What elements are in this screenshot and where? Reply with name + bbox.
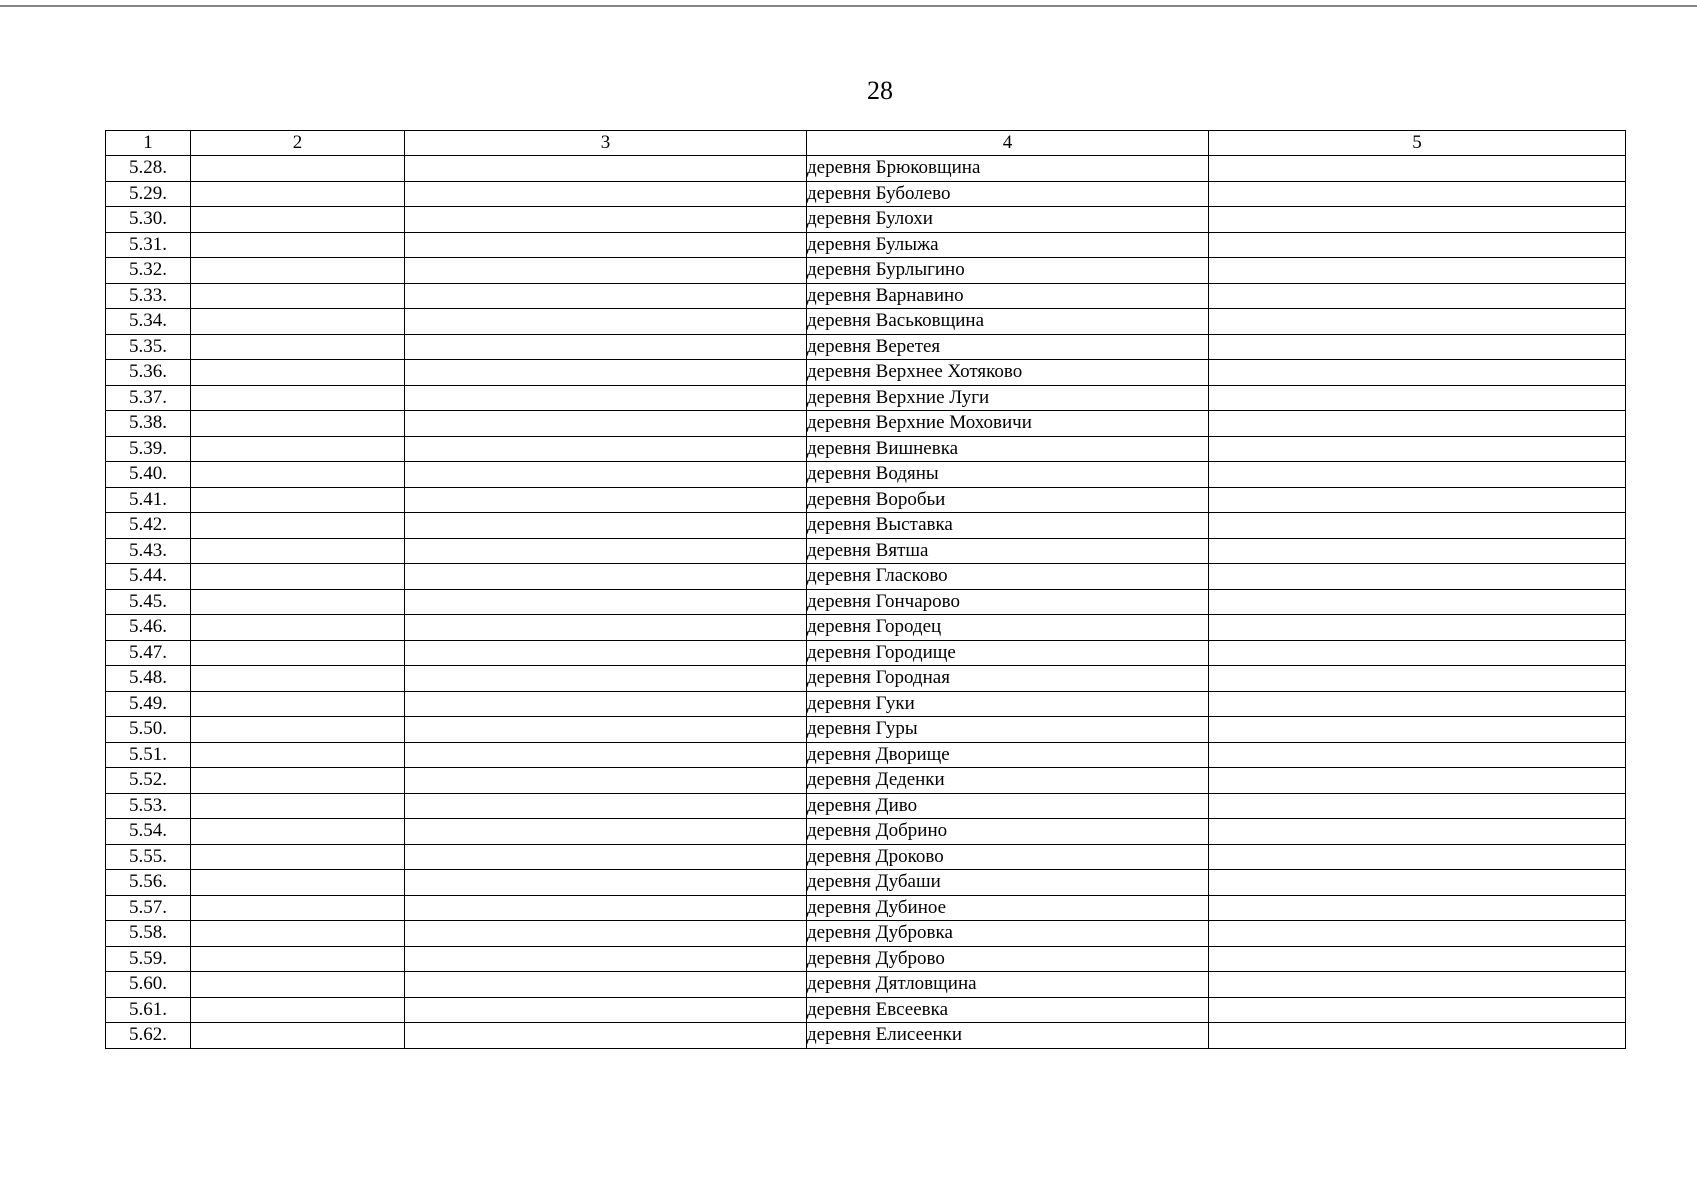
cell-column-3 — [405, 258, 807, 284]
row-number: 5.31. — [106, 232, 191, 258]
cell-column-5 — [1209, 666, 1626, 692]
settlement-name: деревня Дуброво — [807, 946, 1209, 972]
cell-column-5 — [1209, 207, 1626, 233]
settlement-name: деревня Гуры — [807, 717, 1209, 743]
cell-column-3 — [405, 513, 807, 539]
cell-column-2 — [191, 283, 405, 309]
table-row — [106, 360, 1626, 386]
table-row — [106, 538, 1626, 564]
settlement-name: деревня Воробьи — [807, 487, 1209, 513]
cell-column-2 — [191, 844, 405, 870]
cell-column-5 — [1209, 640, 1626, 666]
cell-column-2 — [191, 946, 405, 972]
cell-column-3 — [405, 334, 807, 360]
row-number: 5.56. — [106, 870, 191, 896]
cell-column-2 — [191, 232, 405, 258]
settlement-name: деревня Брюковщина — [807, 156, 1209, 182]
table-row — [106, 283, 1626, 309]
cell-column-5 — [1209, 870, 1626, 896]
settlement-name: деревня Варнавино — [807, 283, 1209, 309]
table-row — [106, 640, 1626, 666]
settlement-name: деревня Верхние Моховичи — [807, 411, 1209, 437]
settlement-name: деревня Верхние Луги — [807, 385, 1209, 411]
cell-column-3 — [405, 207, 807, 233]
cell-column-3 — [405, 615, 807, 641]
cell-column-2 — [191, 538, 405, 564]
settlement-name: деревня Городная — [807, 666, 1209, 692]
cell-column-3 — [405, 1023, 807, 1049]
column-header-4: 4 — [807, 131, 1209, 156]
row-number: 5.55. — [106, 844, 191, 870]
cell-column-5 — [1209, 334, 1626, 360]
settlement-name: деревня Евсеевка — [807, 997, 1209, 1023]
cell-column-2 — [191, 334, 405, 360]
table-row — [106, 615, 1626, 641]
row-number: 5.30. — [106, 207, 191, 233]
settlement-name: деревня Диво — [807, 793, 1209, 819]
settlement-name: деревня Елисеенки — [807, 1023, 1209, 1049]
row-number: 5.59. — [106, 946, 191, 972]
table-row — [106, 793, 1626, 819]
table-row — [106, 258, 1626, 284]
table-row — [106, 844, 1626, 870]
row-number: 5.61. — [106, 997, 191, 1023]
cell-column-2 — [191, 207, 405, 233]
row-number: 5.39. — [106, 436, 191, 462]
cell-column-5 — [1209, 181, 1626, 207]
cell-column-3 — [405, 844, 807, 870]
cell-column-3 — [405, 385, 807, 411]
settlement-name: деревня Деденки — [807, 768, 1209, 794]
cell-column-5 — [1209, 538, 1626, 564]
cell-column-3 — [405, 360, 807, 386]
cell-column-3 — [405, 640, 807, 666]
row-number: 5.37. — [106, 385, 191, 411]
table-row — [106, 309, 1626, 335]
table-row — [106, 819, 1626, 845]
cell-column-3 — [405, 793, 807, 819]
cell-column-5 — [1209, 997, 1626, 1023]
settlement-name: деревня Городец — [807, 615, 1209, 641]
table-row — [106, 1023, 1626, 1049]
cell-column-2 — [191, 513, 405, 539]
cell-column-2 — [191, 411, 405, 437]
row-number: 5.33. — [106, 283, 191, 309]
cell-column-2 — [191, 972, 405, 998]
settlement-name: деревня Вишневка — [807, 436, 1209, 462]
settlement-name: деревня Дубаши — [807, 870, 1209, 896]
row-number: 5.36. — [106, 360, 191, 386]
cell-column-2 — [191, 742, 405, 768]
table-row — [106, 921, 1626, 947]
column-header-3: 3 — [405, 131, 807, 156]
cell-column-2 — [191, 768, 405, 794]
settlement-name: деревня Вятша — [807, 538, 1209, 564]
row-number: 5.35. — [106, 334, 191, 360]
row-number: 5.53. — [106, 793, 191, 819]
cell-column-5 — [1209, 411, 1626, 437]
cell-column-3 — [405, 666, 807, 692]
row-number: 5.40. — [106, 462, 191, 488]
cell-column-3 — [405, 717, 807, 743]
settlement-name: деревня Бурлыгино — [807, 258, 1209, 284]
cell-column-5 — [1209, 691, 1626, 717]
table-row — [106, 181, 1626, 207]
settlement-name: деревня Дроково — [807, 844, 1209, 870]
row-number: 5.52. — [106, 768, 191, 794]
settlement-name: деревня Васьковщина — [807, 309, 1209, 335]
cell-column-5 — [1209, 385, 1626, 411]
row-number: 5.29. — [106, 181, 191, 207]
row-number: 5.45. — [106, 589, 191, 615]
table-body — [106, 156, 1626, 1049]
row-number: 5.57. — [106, 895, 191, 921]
cell-column-5 — [1209, 895, 1626, 921]
row-number: 5.48. — [106, 666, 191, 692]
row-number: 5.43. — [106, 538, 191, 564]
column-header-2: 2 — [191, 131, 405, 156]
settlement-name: деревня Буболево — [807, 181, 1209, 207]
cell-column-5 — [1209, 768, 1626, 794]
cell-column-2 — [191, 564, 405, 590]
cell-column-5 — [1209, 462, 1626, 488]
cell-column-5 — [1209, 156, 1626, 182]
cell-column-5 — [1209, 258, 1626, 284]
cell-column-5 — [1209, 742, 1626, 768]
settlement-name: деревня Веретея — [807, 334, 1209, 360]
settlements-table — [105, 130, 1626, 1049]
settlement-name: деревня Булыжа — [807, 232, 1209, 258]
cell-column-5 — [1209, 283, 1626, 309]
table-row — [106, 691, 1626, 717]
settlement-name: деревня Булохи — [807, 207, 1209, 233]
row-number: 5.28. — [106, 156, 191, 182]
row-number: 5.50. — [106, 717, 191, 743]
cell-column-2 — [191, 666, 405, 692]
cell-column-3 — [405, 564, 807, 590]
row-number: 5.46. — [106, 615, 191, 641]
cell-column-3 — [405, 156, 807, 182]
cell-column-5 — [1209, 564, 1626, 590]
row-number: 5.62. — [106, 1023, 191, 1049]
table-row — [106, 564, 1626, 590]
cell-column-2 — [191, 181, 405, 207]
row-number: 5.49. — [106, 691, 191, 717]
table-row — [106, 972, 1626, 998]
settlement-name: деревня Дубиное — [807, 895, 1209, 921]
cell-column-2 — [191, 385, 405, 411]
page-number: 28 — [867, 76, 893, 105]
cell-column-5 — [1209, 589, 1626, 615]
cell-column-2 — [191, 895, 405, 921]
table-row — [106, 589, 1626, 615]
settlement-name: деревня Дятловщина — [807, 972, 1209, 998]
cell-column-3 — [405, 462, 807, 488]
settlement-name: деревня Гончарово — [807, 589, 1209, 615]
row-number: 5.60. — [106, 972, 191, 998]
row-number: 5.34. — [106, 309, 191, 335]
scan-border-line — [0, 5, 1697, 7]
row-number: 5.42. — [106, 513, 191, 539]
cell-column-3 — [405, 487, 807, 513]
cell-column-2 — [191, 640, 405, 666]
cell-column-3 — [405, 411, 807, 437]
cell-column-5 — [1209, 360, 1626, 386]
row-number: 5.54. — [106, 819, 191, 845]
cell-column-3 — [405, 436, 807, 462]
cell-column-5 — [1209, 487, 1626, 513]
table-row — [106, 742, 1626, 768]
table-row — [106, 156, 1626, 182]
cell-column-2 — [191, 360, 405, 386]
cell-column-2 — [191, 819, 405, 845]
settlement-name: деревня Дубровка — [807, 921, 1209, 947]
row-number: 5.51. — [106, 742, 191, 768]
cell-column-3 — [405, 309, 807, 335]
cell-column-2 — [191, 487, 405, 513]
settlement-name: деревня Добрино — [807, 819, 1209, 845]
table-row — [106, 895, 1626, 921]
settlement-name: деревня Городище — [807, 640, 1209, 666]
table-row — [106, 462, 1626, 488]
settlement-name: деревня Водяны — [807, 462, 1209, 488]
table-row — [106, 997, 1626, 1023]
cell-column-5 — [1209, 921, 1626, 947]
table-row — [106, 207, 1626, 233]
column-header-1: 1 — [106, 131, 191, 156]
cell-column-5 — [1209, 717, 1626, 743]
header-row — [106, 131, 1626, 156]
settlement-name: деревня Гласково — [807, 564, 1209, 590]
cell-column-3 — [405, 538, 807, 564]
cell-column-2 — [191, 997, 405, 1023]
cell-column-3 — [405, 921, 807, 947]
cell-column-5 — [1209, 819, 1626, 845]
cell-column-5 — [1209, 793, 1626, 819]
cell-column-3 — [405, 819, 807, 845]
table-row — [106, 334, 1626, 360]
cell-column-5 — [1209, 436, 1626, 462]
table-row — [106, 946, 1626, 972]
row-number: 5.58. — [106, 921, 191, 947]
cell-column-5 — [1209, 1023, 1626, 1049]
settlement-name: деревня Дворище — [807, 742, 1209, 768]
table-header — [106, 131, 1626, 156]
cell-column-3 — [405, 742, 807, 768]
table-row — [106, 411, 1626, 437]
cell-column-3 — [405, 283, 807, 309]
table-row — [106, 385, 1626, 411]
cell-column-3 — [405, 181, 807, 207]
cell-column-5 — [1209, 232, 1626, 258]
table-row — [106, 717, 1626, 743]
cell-column-3 — [405, 768, 807, 794]
cell-column-2 — [191, 921, 405, 947]
cell-column-5 — [1209, 513, 1626, 539]
cell-column-2 — [191, 258, 405, 284]
cell-column-3 — [405, 997, 807, 1023]
cell-column-5 — [1209, 972, 1626, 998]
table-row — [106, 436, 1626, 462]
cell-column-2 — [191, 717, 405, 743]
settlement-name: деревня Верхнее Хотяково — [807, 360, 1209, 386]
cell-column-3 — [405, 870, 807, 896]
cell-column-3 — [405, 589, 807, 615]
cell-column-5 — [1209, 946, 1626, 972]
cell-column-5 — [1209, 615, 1626, 641]
row-number: 5.44. — [106, 564, 191, 590]
cell-column-3 — [405, 691, 807, 717]
settlement-name: деревня Выставка — [807, 513, 1209, 539]
row-number: 5.41. — [106, 487, 191, 513]
row-number: 5.47. — [106, 640, 191, 666]
cell-column-3 — [405, 972, 807, 998]
cell-column-5 — [1209, 309, 1626, 335]
cell-column-2 — [191, 156, 405, 182]
table-row — [106, 768, 1626, 794]
cell-column-2 — [191, 309, 405, 335]
cell-column-2 — [191, 436, 405, 462]
table-row — [106, 487, 1626, 513]
cell-column-2 — [191, 793, 405, 819]
table-row — [106, 870, 1626, 896]
cell-column-2 — [191, 615, 405, 641]
settlement-name: деревня Гуки — [807, 691, 1209, 717]
table-row — [106, 232, 1626, 258]
row-number: 5.38. — [106, 411, 191, 437]
table-row — [106, 513, 1626, 539]
cell-column-2 — [191, 870, 405, 896]
cell-column-2 — [191, 589, 405, 615]
cell-column-3 — [405, 895, 807, 921]
cell-column-3 — [405, 946, 807, 972]
cell-column-2 — [191, 1023, 405, 1049]
column-header-5: 5 — [1209, 131, 1626, 156]
cell-column-5 — [1209, 844, 1626, 870]
cell-column-3 — [405, 232, 807, 258]
table-row — [106, 666, 1626, 692]
cell-column-2 — [191, 691, 405, 717]
cell-column-2 — [191, 462, 405, 488]
row-number: 5.32. — [106, 258, 191, 284]
